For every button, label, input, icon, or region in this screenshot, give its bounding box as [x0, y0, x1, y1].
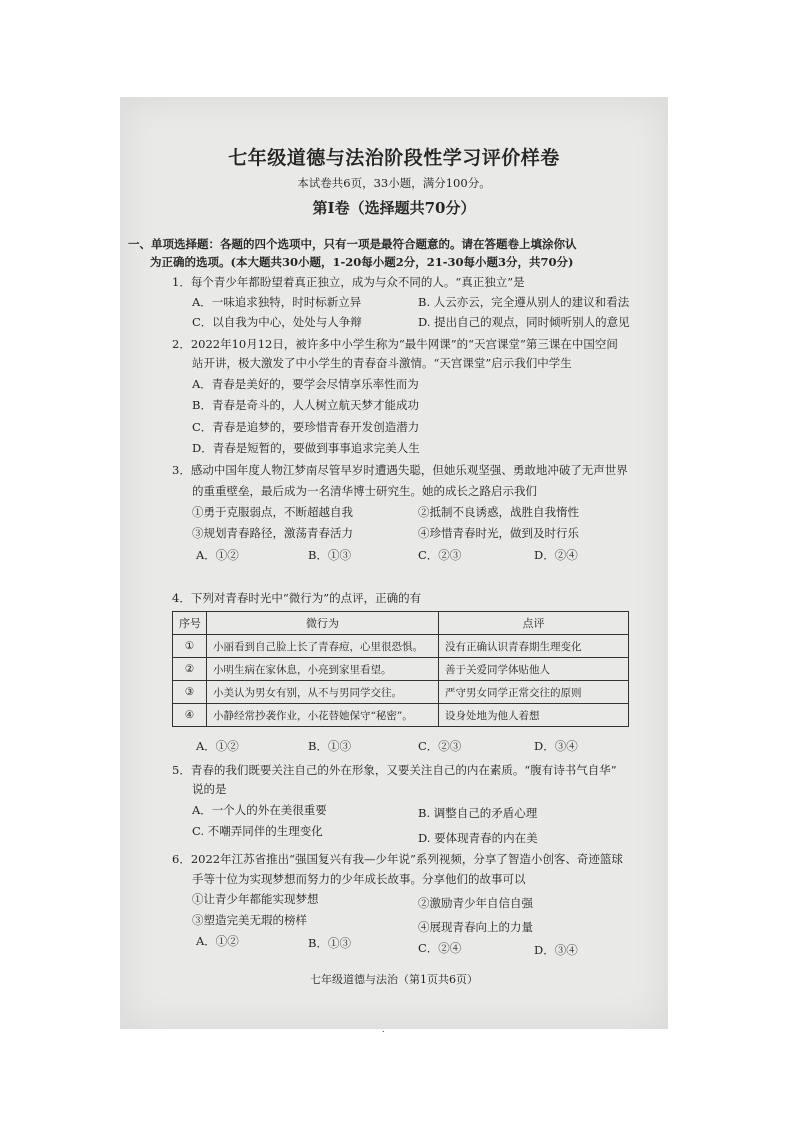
q1-option-b: B. 人云亦云，完全遵从别人的建议和看法 [418, 295, 630, 309]
q2-option-b: B．青春是奇斗的，人人树立航天梦才能成功 [192, 398, 419, 412]
row-comment: 善于关爱同学体贴他人 [439, 658, 629, 681]
row-number: ④ [173, 704, 207, 727]
q6-choice-a: A．①② [196, 934, 239, 948]
q3-item-3: ③规划青春路径，激荡青春活力 [192, 526, 353, 540]
q6-choice-d: D．③④ [534, 943, 578, 957]
q2-stem-line-2: 站开讲，极大激发了中小学生的青春奋斗激情。“天宫课堂”启示我们中学生 [192, 356, 572, 370]
q6-item-4: ④展现青春向上的力量 [418, 920, 533, 934]
row-comment: 设身处地为他人着想 [439, 704, 629, 727]
part-heading: 第Ⅰ卷（选择题共70分） [312, 199, 476, 217]
row-behavior: 小丽看到自己脸上长了青春痘，心里很恐惧。 [207, 635, 439, 658]
q2-stem-line-1: 2．2022年10月12日，被许多中小学生称为“最牛网课”的“天宫课堂”第三课在中国空间 [172, 337, 618, 351]
header-comment: 点评 [439, 612, 629, 635]
q4-choice-b: B．①③ [308, 739, 351, 753]
row-behavior: 小明生病在家休息，小亮到家里看望。 [207, 658, 439, 681]
q4-choice-c: C．②③ [418, 739, 462, 753]
table-row [173, 635, 629, 658]
q5-option-a: A．一个人的外在美很重要 [192, 803, 327, 817]
q3-stem-line-1: 3．感动中国年度人物江梦南尽管早岁时遭遇失聪，但她乐观坚强、勇敢地冲破了无声世界 [172, 463, 628, 477]
header-number: 序号 [173, 612, 207, 635]
row-number: ③ [173, 681, 207, 704]
q3-choice-b: B．①③ [308, 548, 351, 562]
q3-item-1: ①勇于克服弱点，不断超越自我 [192, 505, 353, 519]
row-number: ① [173, 635, 207, 658]
page-footer: 七年级道德与法治（第1页共6页） [310, 973, 478, 986]
q5-stem-line-2: 说的是 [192, 782, 227, 796]
q3-stem-line-2: 的重重壁垒，最后成为一名清华博士研究生。她的成长之路启示我们 [192, 484, 537, 498]
q1-option-d: D. 提出自己的观点，同时倾听别人的意见 [418, 315, 630, 329]
q5-option-d: D. 要体现青春的内在美 [418, 831, 538, 845]
q2-option-d: D．青春是短暂的，要做到事事追求完美人生 [192, 441, 420, 455]
q6-item-2: ②激励青少年自信自强 [418, 896, 533, 910]
q5-option-c: C. 不嘲弄同伴的生理变化 [192, 824, 323, 838]
q3-item-4: ④珍惜青春时光，做到及时行乐 [418, 526, 579, 540]
q4-stem: 4．下列对青春时光中“微行为”的点评，正确的有 [172, 591, 422, 605]
q3-choice-d: D．②④ [534, 548, 578, 562]
instructions-line-1: 一、单项选择题：各题的四个选项中，只有一项是最符合题意的。请在答题卷上填涂你认 [128, 237, 577, 251]
row-number: ② [173, 658, 207, 681]
table-row [173, 704, 629, 727]
page-title: 七年级道德与法治阶段性学习评价样卷 [228, 147, 560, 169]
q3-choice-a: A．①② [196, 548, 239, 562]
header-behavior: 微行为 [207, 612, 439, 635]
table-row [173, 681, 629, 704]
exam-sheet [120, 97, 668, 1034]
q5-option-b: B. 调整自己的矛盾心理 [418, 806, 538, 820]
exam-subtitle: 本试卷共6页，33小题，满分100分。 [297, 176, 491, 190]
table-row [173, 658, 629, 681]
row-comment: 严守男女同学正常交往的原则 [439, 681, 629, 704]
q3-item-2: ②抵制不良诱惑，战胜自我惰性 [418, 505, 579, 519]
instructions-line-2: 为正确的选项。(本大题共30小题，1-20每小题2分，21-30每小题3分，共70分) [150, 255, 574, 269]
q6-item-3: ③塑造完美无瑕的榜样 [192, 913, 307, 927]
q2-option-a: A．青春是美好的，要学会尽情享乐率性而为 [192, 377, 419, 391]
q6-choice-c: C．②④ [418, 941, 462, 955]
row-comment: 没有正确认识青春期生理变化 [439, 635, 629, 658]
q4-choice-d: D．③④ [534, 739, 578, 753]
row-behavior: 小美认为男女有别，从不与男同学交往。 [207, 681, 439, 704]
q6-item-1: ①让青少年都能实现梦想 [192, 892, 319, 906]
q1-option-c: C．以自我为中心，处处与人争辩 [192, 315, 362, 329]
page-dot: . [382, 1025, 385, 1034]
q1-stem: 1．每个青少年都盼望着真正独立，成为与众不同的人。“真正独立”是 [172, 275, 525, 289]
q4-choice-a: A．①② [196, 739, 239, 753]
table-header-row [173, 612, 629, 635]
row-behavior: 小静经常抄袭作业，小花替她保守“秘密”。 [207, 704, 439, 727]
q6-stem-line-2: 手等十位为实现梦想而努力的少年成长故事。分享他们的故事可以 [192, 872, 526, 886]
q1-option-a: A．一味追求独特，时时标新立异 [192, 295, 362, 309]
q6-stem-line-1: 6．2022年江苏省推出“强国复兴有我—少年说”系列视频，分享了智造小创客、奇迹篮球 [172, 852, 623, 866]
q6-choice-b: B．①③ [308, 936, 351, 950]
q4-table [172, 611, 629, 727]
q5-stem-line-1: 5．青春的我们既要关注自己的外在形象，又要关注自己的内在素质。“腹有诗书气自华” [172, 763, 617, 777]
q3-choice-c: C．②③ [418, 548, 462, 562]
q2-option-c: C．青春是追梦的，要珍惜青春开发创造潜力 [192, 420, 420, 434]
